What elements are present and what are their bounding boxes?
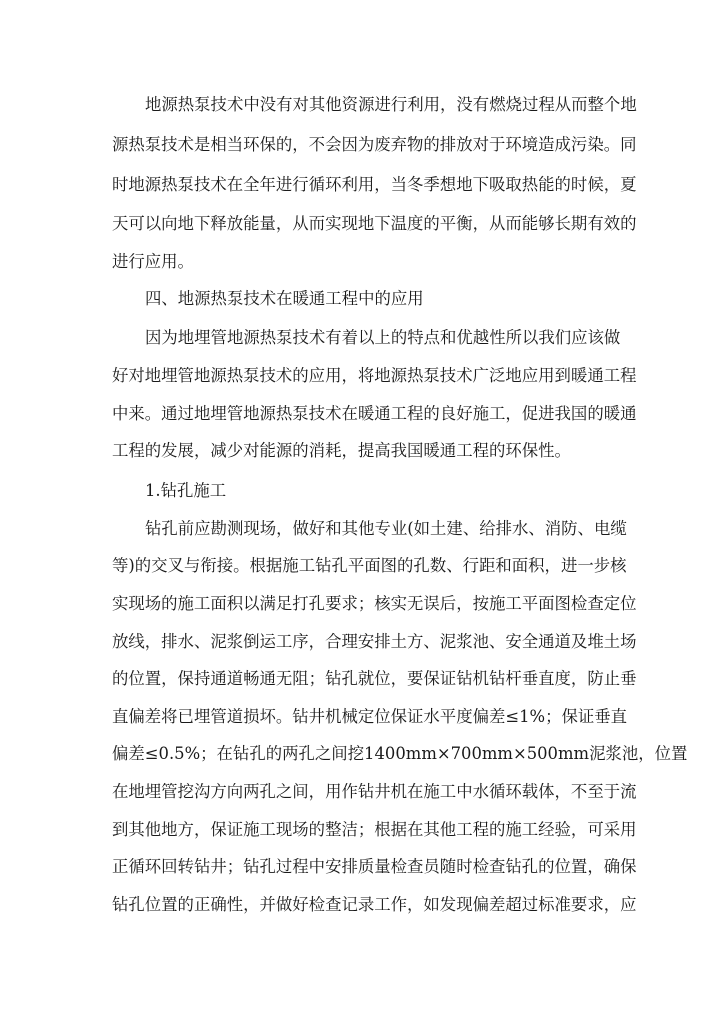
text-line-2: 源热泵技术是相当环保的，不会因为废弃物的排放对于环境造成污染。同 [112, 135, 637, 154]
text-line-15: 放线，排水、泥浆倒运工序，合理安排土方、泥浆池、安全通道及堆土场 [112, 632, 637, 651]
text-line-17: 直偏差将已埋管道损坏。钻井机械定位保证水平度偏差≤1%；保证垂直 [112, 707, 628, 726]
text-line-16: 的位置，保持通道畅通无阻；钻孔就位，要保证钻机钻杆垂直度，防止垂 [112, 669, 637, 688]
text-line-9: 中来。通过地埋管地源热泵技术在暖通工程的良好施工，促进我国的暖通 [112, 404, 637, 423]
text-line-20: 到其他地方，保证施工现场的整洁；根据在其他工程的施工经验，可采用 [112, 820, 637, 839]
section-heading: 四、地源热泵技术在暖通工程中的应用 [145, 289, 424, 308]
text-line-1: 地源热泵技术中没有对其他资源进行利用，没有燃烧过程从而整个地 [145, 95, 637, 114]
text-line-21: 正循环回转钻井；钻孔过程中安排质量检查员随时检查钻孔的位置，确保 [112, 857, 637, 876]
text-line-10: 工程的发展，减少对能源的消耗，提高我国暖通工程的环保性。 [112, 441, 571, 460]
text-line-13: 等)的交叉与衔接。根据施工钻孔平面图的孔数、行距和面积，进一步核 [112, 556, 627, 575]
text-line-14: 实现场的施工面积以满足打孔要求；核实无误后，按施工平面图检查定位 [112, 594, 637, 613]
text-line-18: 偏差≤0.5%；在钻孔的两孔之间挖1400mm×700mm×500mm泥浆池，位置 [112, 744, 688, 763]
text-line-8: 好对地埋管地源热泵技术的应用，将地源热泵技术广泛地应用到暖通工程 [112, 366, 637, 385]
text-line-3: 时地源热泵技术在全年进行循环利用，当冬季想地下吸取热能的时候，夏 [112, 175, 637, 194]
text-line-22: 钻孔位置的正确性，并做好检查记录工作，如发现偏差超过标准要求，应 [112, 895, 637, 914]
text-line-5: 进行应用。 [112, 252, 194, 271]
text-line-7: 因为地埋管地源热泵技术有着以上的特点和优越性所以我们应该做 [145, 328, 621, 347]
subsection-heading: 1.钻孔施工 [145, 481, 227, 500]
text-line-19: 在地埋管挖沟方向两孔之间，用作钻井机在施工中水循环载体，不至于流 [112, 782, 637, 801]
text-line-12: 钻孔前应勘测现场，做好和其他专业(如土建、给排水、消防、电缆 [145, 519, 627, 538]
text-line-4: 天可以向地下释放能量，从而实现地下温度的平衡，从而能够长期有效的 [112, 214, 637, 233]
